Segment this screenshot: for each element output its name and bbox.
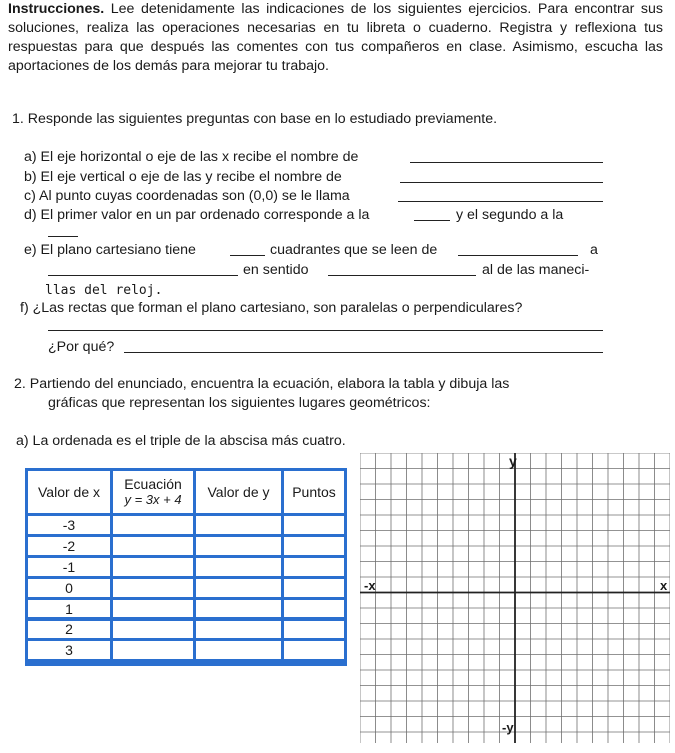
points-cell[interactable] — [284, 641, 344, 659]
q1-d-1: d) El primer valor en un par ordenado corresponde a la — [24, 207, 370, 223]
q1-c-blank[interactable] — [398, 201, 603, 202]
q1-d-blank-2[interactable] — [48, 236, 78, 237]
x-value-cell: -1 — [28, 558, 110, 576]
header-points — [284, 471, 344, 513]
equation-cell[interactable] — [113, 558, 193, 576]
q1-e-4: en sentido — [243, 262, 309, 278]
q1-d-2: y el segundo a la — [456, 207, 564, 223]
q1-e-blank-4[interactable] — [328, 275, 476, 276]
q1-title: 1. Responde las siguientes preguntas con base en lo estudiado previamente. — [12, 111, 498, 127]
q1-f-blank-1[interactable] — [48, 330, 603, 331]
q1-b-text: b) El eje vertical o eje de las y recibe el nombre de — [24, 169, 342, 185]
points-cell[interactable] — [284, 537, 344, 555]
q1-c-text: c) Al punto cuyas coordenadas son (0,0) se le llama — [24, 188, 350, 204]
x-pos-label: x — [660, 578, 668, 593]
y-neg-label: -y — [502, 720, 514, 735]
q1-e-blank-1[interactable] — [230, 255, 265, 256]
q1-e-blank-2[interactable] — [458, 255, 578, 256]
equation-cell[interactable] — [113, 621, 193, 639]
q2-a: a) La ordenada es el triple de la abscisa más cuatro. — [16, 433, 346, 449]
q1-c — [24, 188, 350, 204]
equation-cell[interactable] — [113, 641, 193, 659]
equation-cell[interactable] — [113, 600, 193, 618]
q1-a-text: a) El eje horizontal o eje de las x recibe el nombre de — [24, 149, 359, 165]
q1-b — [24, 169, 342, 185]
cartesian-grid — [360, 453, 670, 743]
x-value-cell: 3 — [28, 641, 110, 659]
y-value-cell[interactable] — [196, 600, 281, 618]
instructions-text: Lee detenidamente las indicaciones de los siguientes ejercicios. Para encontrar sus soluciones, realiza las operaciones necesarias en tu libreta o cuaderno. Registra y reflexiona tus respuestas para que después las comentes con tus compañeros en clase. Asimismo, escucha las aportaciones de los demás para mejorar tu trabajo. — [8, 1, 663, 74]
q1-f-2: ¿Por qué? — [48, 339, 115, 355]
q2-title-2: gráficas que representan los siguientes lugares geométricos: — [48, 395, 431, 411]
q1-a — [24, 149, 358, 165]
header-equation-label: Ecuación — [124, 476, 182, 492]
y-value-cell[interactable] — [196, 537, 281, 555]
x-value-cell: -2 — [28, 537, 110, 555]
q2-title-1: 2. Partiendo del enunciado, encuentra la ecuación, elabora la tabla y dibuja las — [14, 376, 510, 392]
points-cell[interactable] — [284, 579, 344, 597]
y-value-cell[interactable] — [196, 516, 281, 534]
q1-e-1: e) El plano cartesiano tiene — [24, 242, 196, 258]
q1-b-blank[interactable] — [400, 182, 603, 183]
q1-e-blank-3[interactable] — [48, 275, 238, 276]
x-value-cell: 1 — [28, 600, 110, 618]
y-value-cell[interactable] — [196, 558, 281, 576]
q1-e-6: llas del reloj. — [45, 283, 163, 298]
values-table — [25, 468, 347, 666]
header-x — [28, 471, 110, 513]
y-value-cell[interactable] — [196, 579, 281, 597]
header-equation — [113, 471, 193, 513]
points-cell[interactable] — [284, 558, 344, 576]
equation-cell[interactable] — [113, 537, 193, 555]
points-cell[interactable] — [284, 600, 344, 618]
q1-a-blank[interactable] — [410, 162, 603, 163]
instructions-label: Instrucciones. — [8, 1, 105, 17]
q1-f-blank-2[interactable] — [124, 352, 603, 353]
x-value-cell: 2 — [28, 621, 110, 639]
equation-cell[interactable] — [113, 579, 193, 597]
y-value-cell[interactable] — [196, 621, 281, 639]
x-value-cell: -3 — [28, 516, 110, 534]
points-cell[interactable] — [284, 516, 344, 534]
q1-e-3: a — [590, 242, 598, 258]
q1-f-1: f) ¿Las rectas que forman el plano cartesiano, son paralelas o perpendiculares? — [20, 300, 523, 316]
x-neg-label: -x — [364, 578, 376, 593]
q1-e-2: cuadrantes que se leen de — [270, 242, 438, 258]
q1-d-blank-1[interactable] — [414, 220, 450, 221]
points-cell[interactable] — [284, 621, 344, 639]
header-points-label: Puntos — [292, 483, 336, 500]
header-y — [196, 471, 281, 513]
x-value-cell: 0 — [28, 579, 110, 597]
instructions-paragraph — [8, 0, 663, 76]
q1-e-5: al de las maneci- — [482, 262, 590, 278]
y-value-cell[interactable] — [196, 641, 281, 659]
header-equation-formula: y = 3x + 4 — [124, 492, 182, 507]
y-pos-label: y — [509, 453, 517, 469]
header-x-label: Valor de x — [38, 483, 100, 500]
header-y-label: Valor de y — [207, 483, 270, 500]
equation-cell[interactable] — [113, 516, 193, 534]
